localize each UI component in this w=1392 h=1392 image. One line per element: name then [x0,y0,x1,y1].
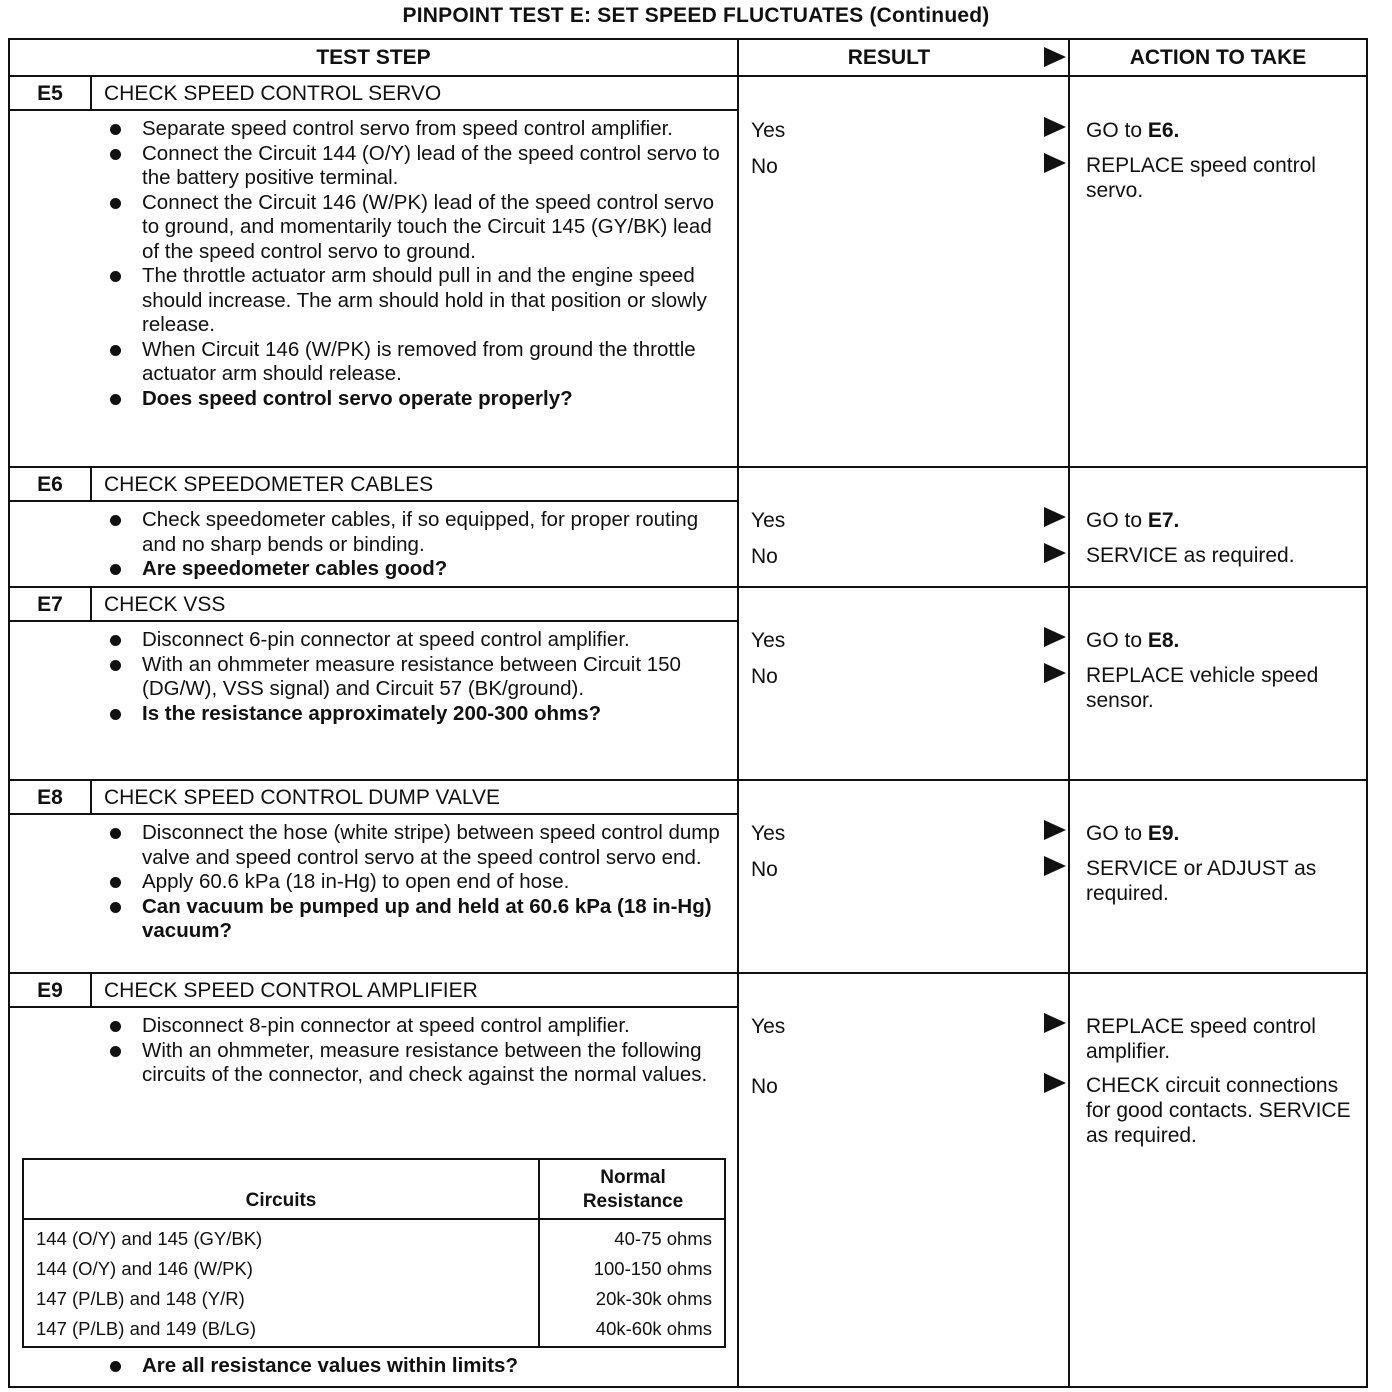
instruction-item: Apply 60.6 kPa (18 in-Hg) to open end of hose. [104,870,732,895]
step-question: Is the resistance approximately 200-300 ohms? [104,702,732,727]
resistance-cell: 100-150 ohms [593,1258,712,1279]
step-question: Does speed control servo operate properly? [104,387,732,412]
result-no: No [751,1075,778,1098]
step-id: E8 [10,781,92,815]
step-title: CHECK SPEED CONTROL DUMP VALVE [104,786,500,809]
step-question: Are speedometer cables good? [104,557,732,582]
table-row [24,1314,724,1344]
action-yes: GO to E8. [1086,629,1180,652]
result-yes: Yes [751,822,786,845]
instruction-item: When Circuit 146 (W/PK) is removed from ground the throttle actuator arm should release. [104,338,732,387]
final-question [104,1354,732,1379]
step-header [10,77,739,111]
arrow-icon [1044,153,1066,173]
step-title: CHECK VSS [104,593,226,616]
step-header [10,781,739,815]
step-e7 [10,588,1370,779]
step-e6 [10,468,1370,586]
step-title: CHECK SPEED CONTROL AMPLIFIER [104,979,478,1002]
step-instructions [104,117,732,411]
step-header [10,974,739,1008]
step-instructions [104,1014,732,1088]
action-no: SERVICE as required. [1086,544,1295,567]
step-e5 [10,77,1370,466]
instruction-item: Disconnect 6-pin connector at speed control amplifier. [104,628,732,653]
instruction-item: Separate speed control servo from speed control amplifier. [104,117,732,142]
step-instructions [104,628,732,726]
step-instructions [104,508,732,582]
circuit-cell: 147 (P/LB) and 148 (Y/R) [36,1288,245,1309]
table-row [24,1254,724,1284]
step-header [10,468,739,502]
result-arrow-icon [1044,47,1066,67]
resistance-table [22,1158,726,1348]
header-divider [24,1218,724,1220]
circuit-cell: 144 (O/Y) and 145 (GY/BK) [36,1228,263,1249]
normal-resistance-header [540,1166,726,1214]
pinpoint-test-table [8,38,1368,1388]
result-header: RESULT [847,46,931,69]
resistance-cell: 40k-60k ohms [595,1318,712,1339]
test-step-header: TEST STEP [316,46,431,69]
step-e8 [10,781,1370,972]
action-no: CHECK circuit connections for good contacts. SERVICE as required. [1086,1074,1351,1147]
arrow-icon [1044,820,1066,840]
result-no: No [751,545,778,568]
step-id: E7 [10,588,92,622]
action-header: ACTION TO TAKE [1129,46,1307,69]
instruction-item: Connect the Circuit 146 (W/PK) lead of the speed control servo to ground, and momentarily touch the Circuit 145 (GY/BK) lead of the speed control servo to ground. [104,191,732,265]
step-id: E6 [10,468,92,502]
instruction-item: The throttle actuator arm should pull in and the engine speed should increase. The arm should hold in that position or slowly release. [104,264,732,338]
arrow-icon [1044,627,1066,647]
step-title: CHECK SPEEDOMETER CABLES [104,473,434,496]
result-yes: Yes [751,1015,786,1038]
instruction-item: Disconnect 8-pin connector at speed control amplifier. [104,1014,732,1039]
arrow-icon [1044,663,1066,683]
arrow-icon [1044,856,1066,876]
action-yes: GO to E6. [1086,119,1180,142]
instruction-item: With an ohmmeter measure resistance between Circuit 150 (DG/W), VSS signal) and Circuit 57 (BK/ground). [104,653,732,702]
page-title: PINPOINT TEST E: SET SPEED FLUCTUATES (Continued) [402,4,990,27]
result-no: No [751,858,778,881]
action-no: REPLACE vehicle speed sensor. [1086,664,1319,712]
arrow-icon [1044,1013,1066,1033]
arrow-icon [1044,1073,1066,1093]
result-yes: Yes [751,629,786,652]
circuit-cell: 144 (O/Y) and 146 (W/PK) [36,1258,253,1279]
arrow-icon [1044,507,1066,527]
step-header [10,588,739,622]
table-row [24,1224,724,1254]
step-title: CHECK SPEED CONTROL SERVO [104,82,442,105]
action-yes: GO to E9. [1086,822,1180,845]
table-row [24,1284,724,1314]
circuits-header: Circuits [245,1190,317,1211]
step-question: Are all resistance values within limits? [104,1354,732,1379]
action-yes: GO to E7. [1086,509,1180,532]
resistance-label: Resistance [582,1191,684,1212]
step-question: Can vacuum be pumped up and held at 60.6 kPa (18 in-Hg) vacuum? [104,895,732,944]
instruction-item: Connect the Circuit 144 (O/Y) lead of the speed control servo to the battery positive terminal. [104,142,732,191]
result-no: No [751,665,778,688]
resistance-cell: 40-75 ohms [614,1228,712,1249]
instruction-item: Check speedometer cables, if so equipped, for proper routing and no sharp bends or binding. [104,508,732,557]
step-id: E9 [10,974,92,1008]
result-yes: Yes [751,509,786,532]
instruction-item: Disconnect the hose (white stripe) between speed control dump valve and speed control servo at the speed control servo end. [104,821,732,870]
action-no: REPLACE speed control servo. [1086,154,1316,202]
arrow-icon [1044,543,1066,563]
normal-label: Normal [600,1167,666,1188]
resistance-cell: 20k-30k ohms [595,1288,712,1309]
circuit-cell: 147 (P/LB) and 149 (B/LG) [36,1318,257,1339]
action-no: SERVICE or ADJUST as required. [1086,857,1317,905]
result-no: No [751,155,778,178]
step-instructions [104,821,732,944]
step-id: E5 [10,77,92,111]
action-yes: REPLACE speed control amplifier. [1086,1015,1316,1063]
arrow-icon [1044,117,1066,137]
instruction-item: With an ohmmeter, measure resistance between the following circuits of the connector, and check against the normal values. [104,1039,732,1088]
result-yes: Yes [751,119,786,142]
